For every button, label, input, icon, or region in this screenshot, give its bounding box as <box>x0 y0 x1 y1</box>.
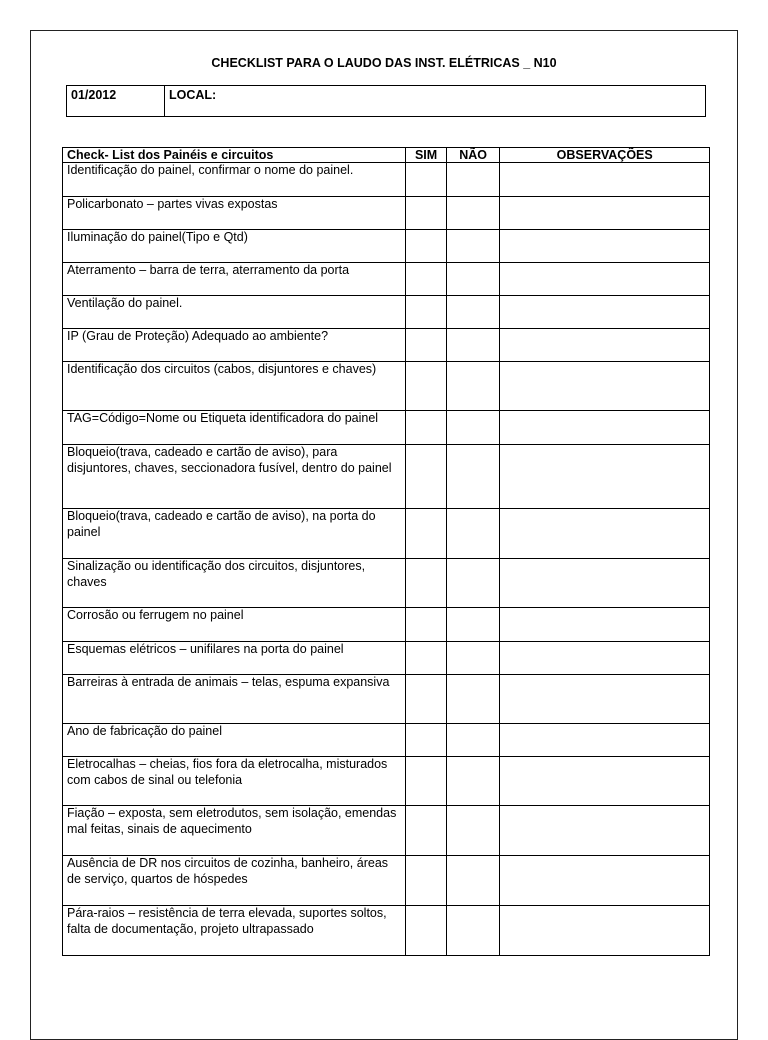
nao-cell[interactable] <box>446 608 499 642</box>
header-table <box>66 85 706 117</box>
sim-cell[interactable] <box>406 230 447 263</box>
checklist-item: IP (Grau de Proteção) Adequado ao ambiente? <box>63 329 406 362</box>
nao-cell[interactable] <box>446 675 499 724</box>
observacoes-cell[interactable] <box>500 230 710 263</box>
checklist-item: Ventilação do painel. <box>63 296 406 329</box>
observacoes-cell[interactable] <box>500 445 710 509</box>
observacoes-cell[interactable] <box>500 906 710 956</box>
sim-cell[interactable] <box>406 509 447 559</box>
nao-cell[interactable] <box>446 757 499 806</box>
checklist-item: Fiação – exposta, sem eletrodutos, sem isolação, emendas mal feitas, sinais de aquecimento <box>63 806 406 856</box>
nao-cell[interactable] <box>446 230 499 263</box>
nao-cell[interactable] <box>446 509 499 559</box>
sim-cell[interactable] <box>406 329 447 362</box>
table-row <box>63 757 710 806</box>
observacoes-cell[interactable] <box>500 296 710 329</box>
nao-cell[interactable] <box>446 445 499 509</box>
sim-cell[interactable] <box>406 856 447 906</box>
nao-cell[interactable] <box>446 856 499 906</box>
nao-cell[interactable] <box>446 197 499 230</box>
sim-cell[interactable] <box>406 559 447 608</box>
table-row <box>63 906 710 956</box>
table-row <box>63 675 710 724</box>
table-row <box>63 642 710 675</box>
checklist-item: Iluminação do painel(Tipo e Qtd) <box>63 230 406 263</box>
sim-cell[interactable] <box>406 806 447 856</box>
local-cell: LOCAL: <box>165 86 706 117</box>
observacoes-cell[interactable] <box>500 263 710 296</box>
column-header-observacoes: OBSERVAÇÕES <box>500 148 710 163</box>
table-row <box>63 559 710 608</box>
sim-cell[interactable] <box>406 296 447 329</box>
checklist-item: Bloqueio(trava, cadeado e cartão de aviso), na porta do painel <box>63 509 406 559</box>
sim-cell[interactable] <box>406 411 447 445</box>
sim-cell[interactable] <box>406 642 447 675</box>
sim-cell[interactable] <box>406 675 447 724</box>
sim-cell[interactable] <box>406 757 447 806</box>
nao-cell[interactable] <box>446 411 499 445</box>
observacoes-cell[interactable] <box>500 724 710 757</box>
observacoes-cell[interactable] <box>500 757 710 806</box>
table-row <box>63 197 710 230</box>
nao-cell[interactable] <box>446 296 499 329</box>
observacoes-cell[interactable] <box>500 329 710 362</box>
checklist-item: Pára-raios – resistência de terra elevada, suportes soltos, falta de documentação, projeto ultrapassado <box>63 906 406 956</box>
table-row <box>63 296 710 329</box>
table-row <box>63 263 710 296</box>
table-row <box>63 608 710 642</box>
document-title: CHECKLIST PARA O LAUDO DAS INST. ELÉTRICAS _ N10 <box>211 56 557 70</box>
column-header-nao: NÃO <box>446 148 499 163</box>
observacoes-cell[interactable] <box>500 509 710 559</box>
checklist-item: TAG=Código=Nome ou Etiqueta identificadora do painel <box>63 411 406 445</box>
table-row <box>63 411 710 445</box>
observacoes-cell[interactable] <box>500 163 710 197</box>
observacoes-cell[interactable] <box>500 559 710 608</box>
checklist-item: Aterramento – barra de terra, aterramento da porta <box>63 263 406 296</box>
sim-cell[interactable] <box>406 362 447 411</box>
table-row <box>63 724 710 757</box>
nao-cell[interactable] <box>446 724 499 757</box>
table-row <box>63 163 710 197</box>
observacoes-cell[interactable] <box>500 362 710 411</box>
sim-cell[interactable] <box>406 608 447 642</box>
nao-cell[interactable] <box>446 163 499 197</box>
nao-cell[interactable] <box>446 362 499 411</box>
checklist-table <box>62 147 710 956</box>
checklist-item: Ano de fabricação do painel <box>63 724 406 757</box>
nao-cell[interactable] <box>446 642 499 675</box>
checklist-item: Eletrocalhas – cheias, fios fora da eletrocalha, misturados com cabos de sinal ou telefonia <box>63 757 406 806</box>
observacoes-cell[interactable] <box>500 642 710 675</box>
checklist-item: Esquemas elétricos – unifilares na porta do painel <box>63 642 406 675</box>
sim-cell[interactable] <box>406 906 447 956</box>
sim-cell[interactable] <box>406 263 447 296</box>
observacoes-cell[interactable] <box>500 411 710 445</box>
sim-cell[interactable] <box>406 724 447 757</box>
sim-cell[interactable] <box>406 445 447 509</box>
nao-cell[interactable] <box>446 806 499 856</box>
observacoes-cell[interactable] <box>500 675 710 724</box>
table-row <box>63 445 710 509</box>
checklist-item: Bloqueio(trava, cadeado e cartão de aviso), para disjuntores, chaves, seccionadora fusível, dentro do painel <box>63 445 406 509</box>
nao-cell[interactable] <box>446 263 499 296</box>
checklist-item: Corrosão ou ferrugem no painel <box>63 608 406 642</box>
table-row <box>63 362 710 411</box>
table-row <box>63 230 710 263</box>
checklist-item: Barreiras à entrada de animais – telas, espuma expansiva <box>63 675 406 724</box>
nao-cell[interactable] <box>446 329 499 362</box>
observacoes-cell[interactable] <box>500 197 710 230</box>
checklist-item: Policarbonato – partes vivas expostas <box>63 197 406 230</box>
observacoes-cell[interactable] <box>500 856 710 906</box>
checklist-item: Sinalização ou identificação dos circuitos, disjuntores, chaves <box>63 559 406 608</box>
nao-cell[interactable] <box>446 906 499 956</box>
sim-cell[interactable] <box>406 197 447 230</box>
column-header-item: Check- List dos Painéis e circuitos <box>63 148 406 163</box>
observacoes-cell[interactable] <box>500 806 710 856</box>
table-row <box>63 806 710 856</box>
nao-cell[interactable] <box>446 559 499 608</box>
column-header-sim: SIM <box>406 148 447 163</box>
checklist-item: Ausência de DR nos circuitos de cozinha, banheiro, áreas de serviço, quartos de hóspedes <box>63 856 406 906</box>
table-row <box>63 329 710 362</box>
date-cell: 01/2012 <box>67 86 165 117</box>
table-row <box>63 509 710 559</box>
sim-cell[interactable] <box>406 163 447 197</box>
checklist-item: Identificação dos circuitos (cabos, disjuntores e chaves) <box>63 362 406 411</box>
observacoes-cell[interactable] <box>500 608 710 642</box>
table-header-row <box>63 148 710 163</box>
table-row <box>63 856 710 906</box>
checklist-item: Identificação do painel, confirmar o nome do painel. <box>63 163 406 197</box>
